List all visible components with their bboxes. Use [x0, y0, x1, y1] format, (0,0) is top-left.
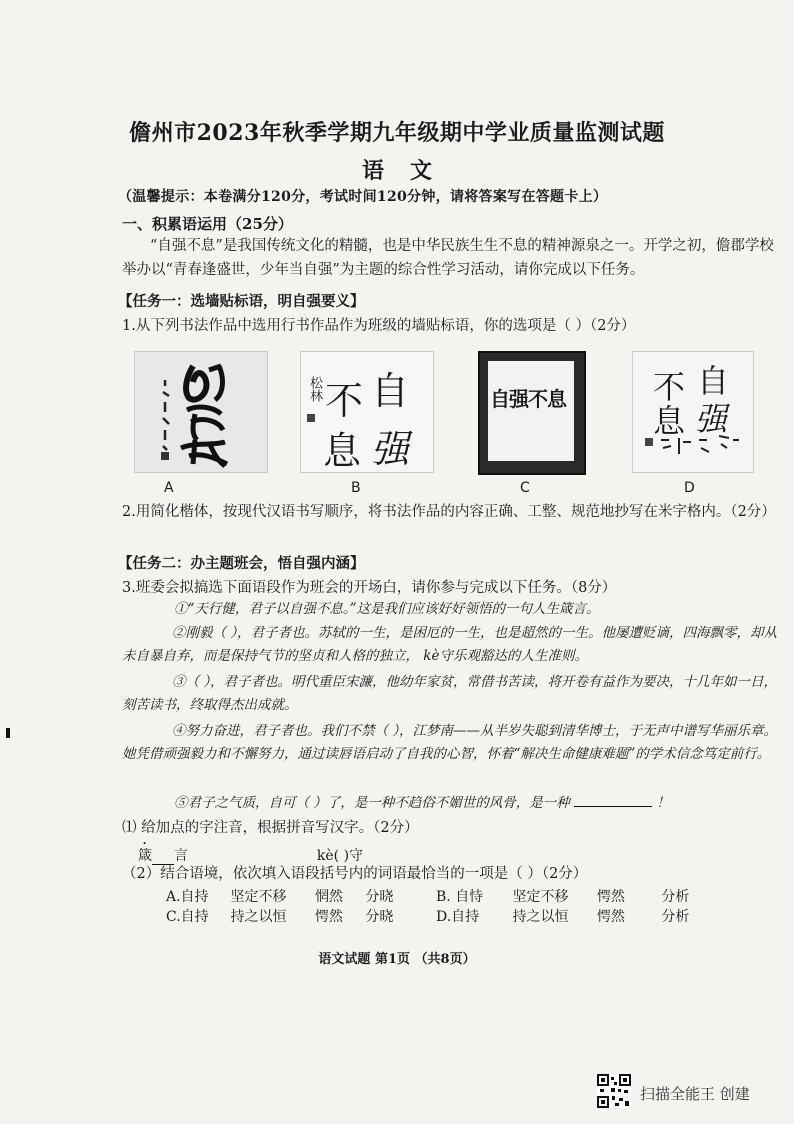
option-b-word: B. 自恃 [436, 889, 484, 905]
calligraphy-a [134, 351, 268, 473]
calligraphy-d-char: 自 [697, 362, 730, 400]
qr-code-icon [597, 1074, 631, 1108]
question-1: 1.从下列书法作品中选用行书作品作为班级的墙贴标语，你的选项是（ ）（2分） [122, 318, 636, 334]
calligraphy-d-char: 强 [695, 400, 728, 438]
calligraphy-c-text: 自强不息 [490, 387, 566, 411]
passage-2 [122, 622, 782, 668]
qr-code-art [597, 1074, 631, 1108]
calligraphy-a-art [135, 352, 267, 472]
dotted-char: 箴 [138, 848, 152, 864]
task1-heading: 【任务一：选墙贴标语，明自强要义】 [118, 293, 365, 310]
calligraphy-d-inscription-art [643, 434, 743, 464]
calligraphy-b-char: 自 [371, 369, 410, 413]
option-b-word: 坚定不移 [512, 889, 569, 905]
exam-note: （温馨提示：本卷满分120分，考试时间120分钟，请将答案写在答题卡上） [118, 189, 608, 205]
passage-1: ①“天行健，君子以自强不息。”这是我们应该好好领悟的一句人生箴言。 [174, 601, 600, 617]
option-c-word: 分晓 [365, 909, 394, 925]
option-c-word: 愕然 [314, 909, 343, 925]
option-d-word: 分析 [661, 909, 690, 925]
calligraphy-c [478, 351, 586, 475]
option-c-word: 持之以恒 [230, 909, 287, 925]
calligraphy-b-seal: 松林 [307, 376, 322, 402]
page-footer: 语文试题 第1页 （共8页） [318, 952, 476, 967]
calligraphy-d [632, 351, 754, 473]
calligraphy-b-char: 不 [325, 379, 364, 423]
option-label-b: B [351, 480, 361, 496]
passage-2-end: 守乐观豁达的人生准则。 [439, 648, 588, 664]
option-row-b [436, 887, 711, 907]
subquestion-1-pinyin-item: kè( )守 [316, 848, 364, 864]
calligraphy-c-panel [488, 361, 574, 461]
subquestion-1: ⑴ 给加点的字注音，根据拼音写汉字。（2分） [122, 820, 419, 836]
exam-subject: 语文 [361, 158, 458, 184]
question-2: 2.用简化楷体，按现代汉语书写顺序，将书法作品的内容正确、工整、规范地抄写在米字格内。（2分） [122, 504, 776, 520]
passage-5-main: ⑤君子之气质，自可（ ）了，是一种不趋俗不媚世的风骨，是一种 [174, 795, 570, 811]
option-a-word: A.自持 [166, 889, 209, 905]
option-label-a: A [164, 480, 174, 496]
passage-2-main: ②刚毅（ ），君子者也。苏轼的一生，是困厄的一生，也是超然的一生。他屡遭贬谪，四海飘零，却从未自暴自弃，而是保持气节的坚贞和人格的独立， [122, 625, 778, 664]
option-row-d [436, 907, 711, 927]
option-label-d: D [684, 480, 695, 496]
option-b-word: 分析 [661, 889, 690, 905]
calligraphy-d-char: 不 [653, 368, 686, 406]
option-c-word: C.自持 [166, 909, 209, 925]
option-label-c: C [520, 480, 530, 496]
option-b-word: 愕然 [596, 889, 625, 905]
option-a-word: 坚定不移 [230, 889, 287, 905]
passage-4: ④努力奋进，君子者也。我们不禁（ ），江梦南——从半岁失聪到清华博士，于无声中谱写华丽乐章。她凭借顽强毅力和不懈努力，通过读唇语启动了自我的心智，怀着“解决生命健康难题”的学术信念笃定前行。 [122, 723, 778, 762]
task2-heading: 【任务二：办主题班会，悟自强内涵】 [118, 555, 365, 572]
passage-3: ③（ ），君子者也。明代重臣宋濂，他幼年家贫，常借书苦读，将开卷有益作为要决，十几年如一日，刻苦读书，终取得杰出成就。 [122, 674, 778, 713]
calligraphy-b [300, 351, 434, 473]
option-a-word: 分晓 [365, 889, 394, 905]
scanner-watermark: 扫描全能王 创建 [640, 1085, 750, 1103]
exam-title: 儋州市2023年秋季学期九年级期中学业质量监测试题 [129, 120, 665, 146]
passage-5-end: ！ [656, 795, 670, 811]
section-heading: 一、积累语运用（25分） [122, 215, 293, 233]
option-a-word: 惘然 [314, 889, 343, 905]
passage-5 [174, 792, 670, 815]
scan-mark [6, 728, 10, 738]
option-d-word: 持之以恒 [512, 909, 569, 925]
passage-2-pinyin: kè [423, 648, 440, 664]
option-row-c [166, 907, 415, 927]
seal-stamp-icon [307, 414, 315, 422]
calligraphy-b-char: 息 [323, 429, 362, 473]
calligraphy-d-char: 息 [653, 402, 686, 440]
section-intro: “自强不息”是我国传统文化的精髓，也是中华民族生生不息的精神源泉之一。开学之初，儋郡学校举办以“青春逢盛世，少年当自强”为主题的综合性学习活动，请你完成以下任务。 [122, 238, 774, 278]
calligraphy-row [134, 351, 754, 473]
subquestion-1-word-end: 言 [174, 848, 188, 864]
option-row-a [166, 887, 415, 907]
option-d-word: 愕然 [596, 909, 625, 925]
option-d-word: D.自持 [436, 909, 480, 925]
calligraphy-b-char: 强 [371, 427, 410, 471]
answer-blank[interactable] [574, 792, 652, 807]
subquestion-2: （2）结合语境，依次填入语段括号内的词语最恰当的一项是（ ）（2分） [122, 866, 588, 882]
question-3: 3.班委会拟搞选下面语段作为班会的开场白，请你参与完成以下任务。（8分） [122, 580, 617, 596]
